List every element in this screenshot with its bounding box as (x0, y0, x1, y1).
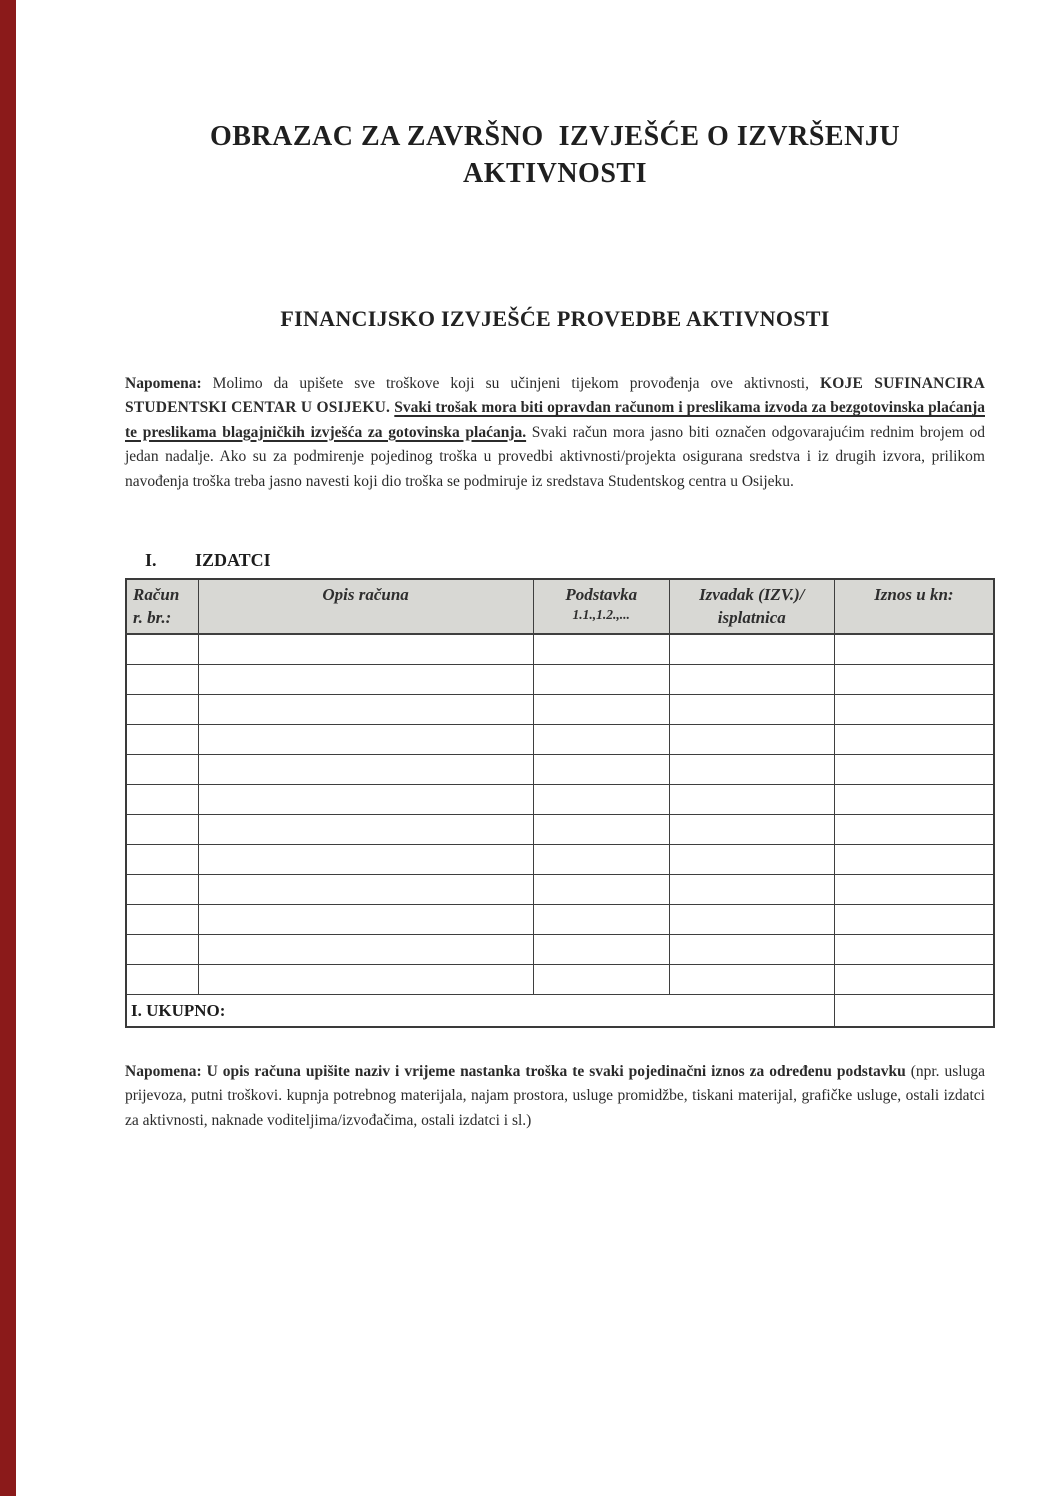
empty-cell (198, 815, 533, 845)
empty-cell (669, 875, 834, 905)
empty-cell (126, 965, 198, 995)
empty-cell (126, 755, 198, 785)
empty-cell (126, 935, 198, 965)
empty-cell (669, 965, 834, 995)
empty-cell (198, 785, 533, 815)
note-bottom-normal: (npr. usluga prijevoza, putni troškovi. kupnja potrebnog materijala, najam prostora, usluge promidžbe, tiskani materijal, grafičke usluge, ostali izdatci za aktivnosti, naknade voditeljima/izvođačima, ostali izdatci i sl.) (125, 1062, 985, 1129)
column-header-podstavka: Podstavka 1.1.,1.2.,... (533, 579, 669, 634)
empty-cell (669, 785, 834, 815)
empty-cell (126, 845, 198, 875)
empty-cell (126, 725, 198, 755)
empty-cell (834, 785, 994, 815)
empty-cell (834, 875, 994, 905)
empty-cell (198, 845, 533, 875)
note-top-bold-caps: KOJE SUFINANCIRA STUDENTSKI CENTAR U OSIJEKU. (125, 374, 985, 417)
empty-cell (533, 815, 669, 845)
empty-cell (198, 905, 533, 935)
table-row (126, 875, 994, 905)
empty-cell (533, 875, 669, 905)
section-title: IZDATCI (195, 550, 271, 570)
empty-cell (834, 935, 994, 965)
empty-cell (198, 665, 533, 695)
empty-cell (126, 875, 198, 905)
empty-cell (834, 634, 994, 665)
financial-report-subtitle: FINANCIJSKO IZVJEŠĆE PROVEDBE AKTIVNOSTI (280, 306, 830, 331)
empty-cell (126, 695, 198, 725)
empty-cell (126, 665, 198, 695)
expense-table (125, 578, 995, 1028)
table-row (126, 935, 994, 965)
empty-cell (533, 755, 669, 785)
empty-cell (198, 935, 533, 965)
table-row (126, 905, 994, 935)
column-header-racun-rbr: Račun r. br.: (126, 579, 198, 634)
empty-cell (126, 785, 198, 815)
empty-cell (669, 755, 834, 785)
table-row (126, 755, 994, 785)
note-bottom (125, 1060, 985, 1134)
table-row (126, 665, 994, 695)
table-row (126, 785, 994, 815)
scan-edge-bar (0, 0, 16, 1496)
empty-cell (669, 845, 834, 875)
empty-cell (533, 634, 669, 665)
table-row (126, 815, 994, 845)
note-top-bold-underline: Svaki trošak mora biti opravdan računom i preslikama izvoda za bezgotovinska plaćanja te preslikama blagajničkih izvješća za gotovinska plaćanja. (125, 399, 985, 441)
expense-table-body (126, 634, 994, 995)
empty-cell (533, 785, 669, 815)
empty-cell (834, 665, 994, 695)
total-row (126, 995, 994, 1028)
empty-cell (533, 905, 669, 935)
empty-cell (126, 815, 198, 845)
empty-cell (126, 905, 198, 935)
empty-cell (533, 665, 669, 695)
column-header-iznos-kn: Iznos u kn: (834, 579, 994, 634)
column-header-izvadak-isplatnica: Izvadak (IZV.)/ isplatnica (669, 579, 834, 634)
empty-cell (834, 965, 994, 995)
table-row (126, 845, 994, 875)
empty-cell (834, 725, 994, 755)
table-row (126, 965, 994, 995)
empty-cell (198, 695, 533, 725)
note-top-text-2: Svaki račun mora jasno biti označen odgovarajućim rednim brojem od jedan nadalje. Ako su za podmirenje pojedinog troška u provedbi aktivnosti/projekta osigurana sredstva i iz drugih izvora, prilikom navođenja troška treba jasno navesti koji dio troška se podmiruje iz sredstava Studentskog centra u Osijeku. (125, 423, 985, 490)
total-value-cell (834, 995, 994, 1028)
form-title-line1: OBRAZAC ZA ZAVRŠNO IZVJEŠĆE O IZVRŠENJU (209, 121, 901, 152)
empty-cell (198, 755, 533, 785)
total-label: I. UKUPNO: (126, 995, 834, 1028)
section-number: I. (145, 550, 157, 570)
empty-cell (533, 965, 669, 995)
form-title-line2: AKTIVNOSTI (463, 158, 647, 189)
empty-cell (669, 665, 834, 695)
table-row (126, 634, 994, 665)
empty-cell (669, 695, 834, 725)
empty-cell (834, 755, 994, 785)
column-header-opis-racuna: Opis računa (198, 579, 533, 634)
empty-cell (669, 935, 834, 965)
empty-cell (533, 845, 669, 875)
section-heading-izdatci (145, 550, 271, 571)
empty-cell (669, 634, 834, 665)
empty-cell (126, 634, 198, 665)
table-row (126, 695, 994, 725)
empty-cell (834, 845, 994, 875)
empty-cell (834, 905, 994, 935)
empty-cell (198, 965, 533, 995)
note-top-text-1: Molimo da upišete sve troškove koji su učinjeni tijekom provođenja ove aktivnosti, (201, 374, 821, 392)
empty-cell (669, 905, 834, 935)
form-title (125, 118, 985, 192)
note-top (125, 372, 985, 495)
empty-cell (198, 725, 533, 755)
empty-cell (533, 725, 669, 755)
empty-cell (198, 634, 533, 665)
note-bottom-bold: Napomena: U opis računa upišite naziv i vrijeme nastanka troška te svaki pojedinačni iznos za određenu podstavku (125, 1062, 906, 1080)
empty-cell (533, 695, 669, 725)
note-top-label: Napomena: (125, 374, 202, 392)
empty-cell (669, 725, 834, 755)
empty-cell (533, 935, 669, 965)
table-row (126, 725, 994, 755)
empty-cell (198, 875, 533, 905)
empty-cell (834, 695, 994, 725)
empty-cell (669, 815, 834, 845)
table-header-row (126, 579, 994, 634)
empty-cell (834, 815, 994, 845)
